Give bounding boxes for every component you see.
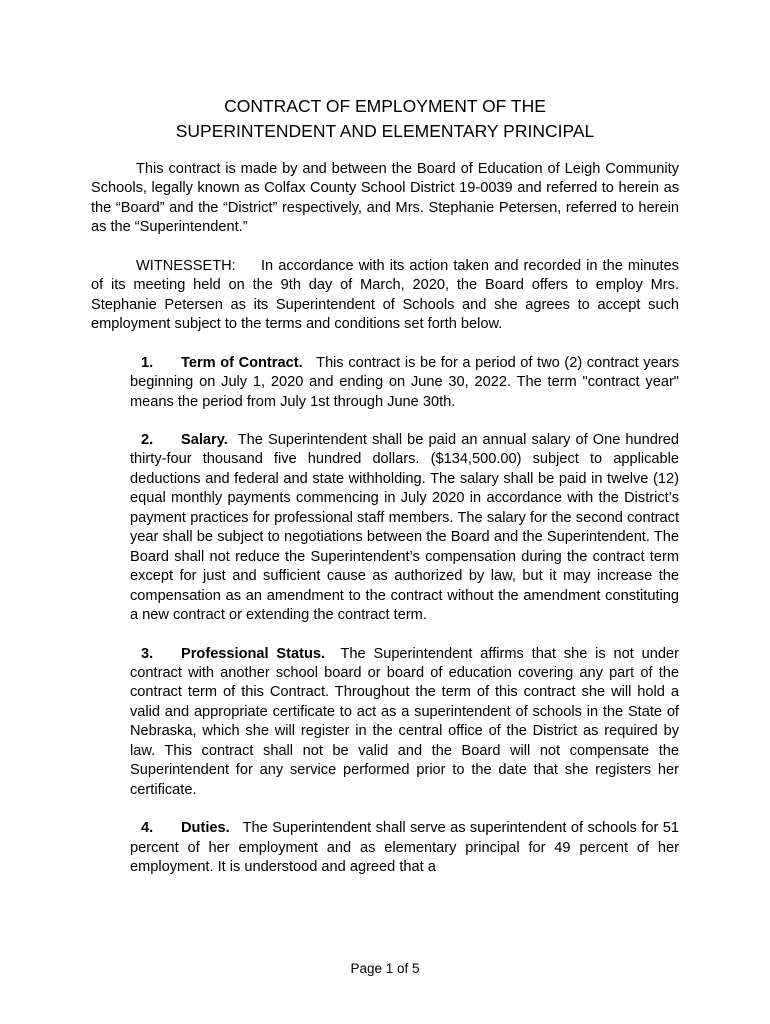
witnesseth-paragraph bbox=[91, 257, 679, 335]
section-number: 2. bbox=[141, 431, 154, 448]
section-number: 3. bbox=[141, 645, 154, 662]
section-duties bbox=[130, 819, 679, 877]
section-term-of-contract bbox=[130, 354, 679, 412]
witnesseth-text: In accordance with its action taken and recorded in the minutes of its meeting held on the 9th day of March, 2020, the Board offers to employ Mrs. Stephanie Petersen as its Superintendent of Schools and she agrees to accept such employment subject to the terms and conditions set forth below. bbox=[91, 257, 679, 333]
section-text: The Superintendent affirms that she is not under contract with another school board or board of education covering any part of the contract term of this Contract. Throughout the term of this contract she will hold a valid and appropriate certificate to act as a superintendent of schools in the State of Nebraska, which she will register in the central office of the District as required by law. This contract shall not be valid and the Board will not compensate the Superintendent for any service performed prior to the date that she registers her certificate. bbox=[130, 645, 679, 798]
section-salary bbox=[130, 431, 679, 626]
section-text: The Superintendent shall serve as superintendent of schools for 51 percent of her employment and as elementary principal for 49 percent of her employment. It is understood and agreed that a bbox=[130, 820, 680, 876]
contract-title bbox=[0, 94, 770, 144]
witnesseth-label: WITNESSETH: bbox=[136, 257, 236, 274]
section-heading: Salary. bbox=[181, 431, 228, 448]
title-line-2: SUPERINTENDENT AND ELEMENTARY PRINCIPAL bbox=[175, 121, 595, 141]
page-number-footer: Page 1 of 5 bbox=[350, 961, 420, 976]
section-number: 1. bbox=[141, 354, 154, 371]
document-body bbox=[91, 160, 679, 897]
section-text: The Superintendent shall be paid an annual salary of One hundred thirty-four thousand five hundred dollars. ($134,500.00) subject to applicable deductions and federal and state withholding. The salary shall be paid in twelve (12) equal monthly payments commencing in July 2020 in accordance with the District’s payment practices for professional staff members. The salary for the second contract year shall be subject to negotiations between the Board and the Superintendent. The Board shall not reduce the Superintendent’s compensation during the contract term except for just and sufficient cause as authorized by law, but it may increase the compensation as an amendment to the contract without the amendment constituting a new contract or extending the contract term. bbox=[130, 431, 679, 624]
section-number: 4. bbox=[141, 820, 154, 837]
section-professional-status bbox=[130, 645, 679, 801]
title-line-1: CONTRACT OF EMPLOYMENT OF THE bbox=[224, 96, 546, 116]
intro-paragraph: This contract is made by and between the Board of Education of Leigh Community Schools, legally known as Colfax County School District 19-0039 and referred to herein as the “Board” and the “District” respectively, and Mrs. Stephanie Petersen, referred to herein as the “Superintendent.” bbox=[91, 161, 679, 236]
section-text: This contract is be for a period of two (2) contract years beginning on July 1, 2020 and ending on June 30, 2022. The term "contract year" means the period from July 1st through June 30th. bbox=[130, 354, 679, 410]
section-heading: Professional Status. bbox=[181, 645, 326, 662]
section-heading: Term of Contract. bbox=[181, 354, 303, 371]
section-heading: Duties. bbox=[181, 820, 230, 837]
